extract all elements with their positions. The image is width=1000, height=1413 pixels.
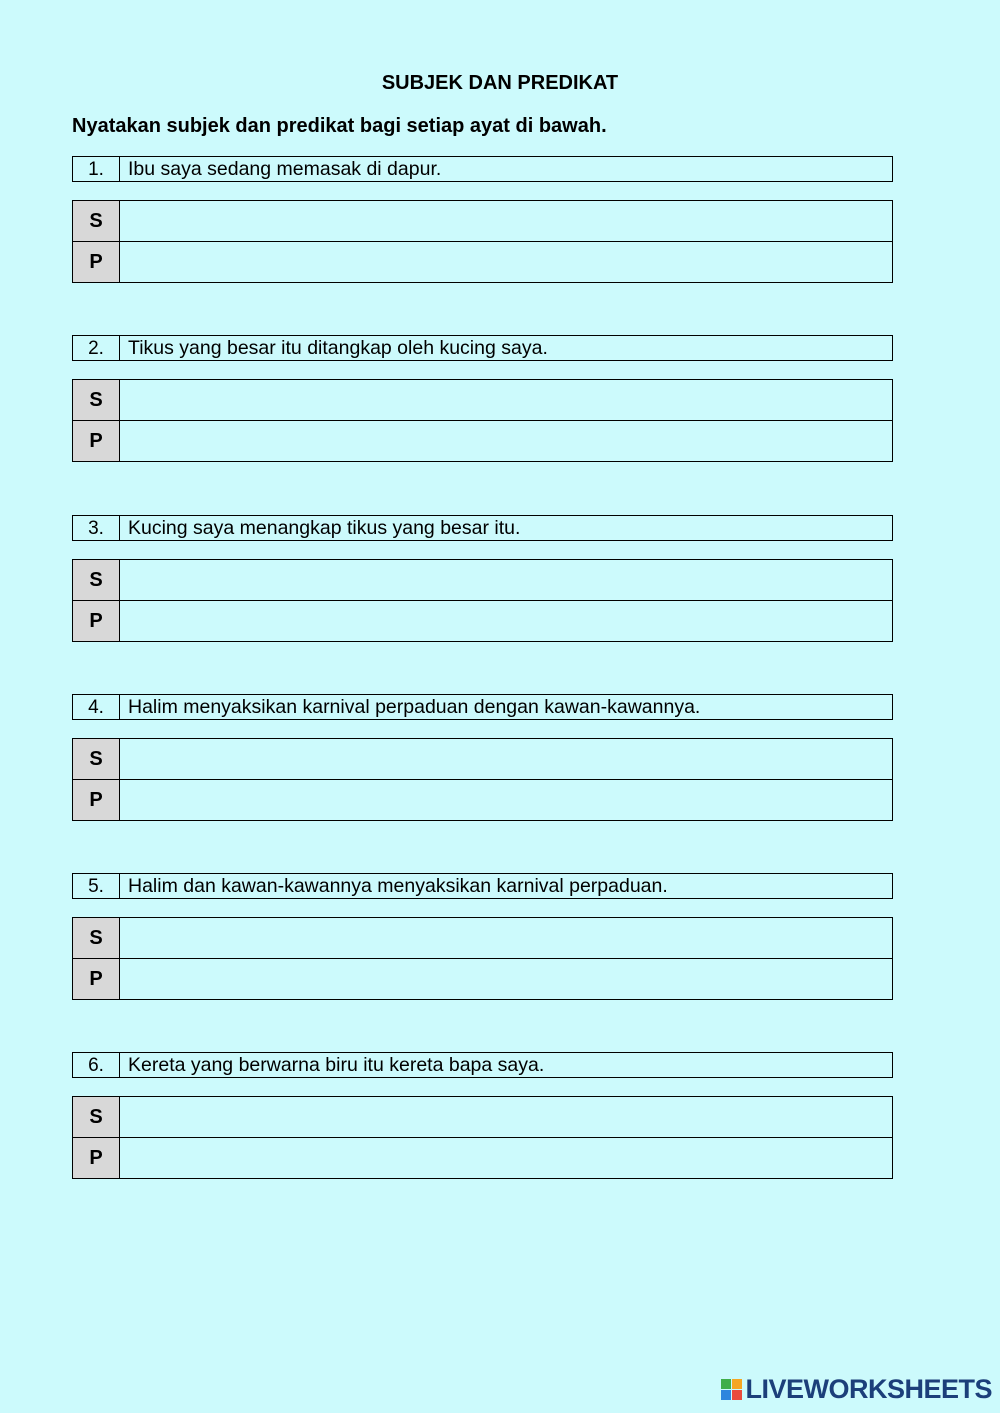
- subject-row: [73, 560, 892, 600]
- predicate-label: P: [73, 601, 120, 641]
- question-number: 1.: [73, 157, 120, 181]
- predicate-label: P: [73, 1138, 120, 1178]
- subject-input-3[interactable]: [120, 560, 892, 600]
- liveworksheets-logo: [721, 1374, 992, 1405]
- subject-label: S: [73, 1097, 120, 1137]
- question-number: 3.: [73, 516, 120, 540]
- question-row: [72, 515, 893, 541]
- page-title: SUBJEK DAN PREDIKAT: [381, 72, 619, 94]
- question-sentence: Kereta yang berwarna biru itu kereta bapa saya.: [128, 1054, 545, 1076]
- predicate-input-2[interactable]: [120, 421, 892, 461]
- subject-label: S: [73, 201, 120, 241]
- answer-table: [72, 917, 893, 1000]
- subject-row: [73, 739, 892, 779]
- subject-label: S: [73, 918, 120, 958]
- subject-label: S: [73, 380, 120, 420]
- predicate-input-6[interactable]: [120, 1138, 892, 1178]
- question-sentence: Halim dan kawan-kawannya menyaksikan karnival perpaduan.: [128, 875, 668, 897]
- subject-label: S: [73, 739, 120, 779]
- subject-input-4[interactable]: [120, 739, 892, 779]
- question-block-5: [72, 873, 893, 1000]
- subject-row: [73, 201, 892, 241]
- predicate-row: [73, 241, 892, 282]
- predicate-label: P: [73, 959, 120, 999]
- subject-input-2[interactable]: [120, 380, 892, 420]
- predicate-row: [73, 1137, 892, 1178]
- logo-text: LIVEWORKSHEETS: [745, 1374, 992, 1404]
- question-row: [72, 1052, 893, 1078]
- instruction-text: Nyatakan subjek dan predikat bagi setiap ayat di bawah.: [72, 115, 607, 137]
- question-block-3: [72, 515, 893, 642]
- answer-table: [72, 200, 893, 283]
- predicate-input-1[interactable]: [120, 242, 892, 282]
- question-block-4: [72, 694, 893, 821]
- question-row: [72, 335, 893, 361]
- question-sentence: Halim menyaksikan karnival perpaduan dengan kawan-kawannya.: [128, 696, 701, 718]
- question-number: 5.: [73, 874, 120, 898]
- answer-table: [72, 379, 893, 462]
- question-sentence: Tikus yang besar itu ditangkap oleh kucing saya.: [128, 337, 548, 359]
- question-number: 4.: [73, 695, 120, 719]
- question-row: [72, 873, 893, 899]
- subject-row: [73, 918, 892, 958]
- question-sentence: Ibu saya sedang memasak di dapur.: [128, 158, 442, 180]
- subject-row: [73, 380, 892, 420]
- logo-square-icon: [732, 1390, 742, 1400]
- predicate-label: P: [73, 421, 120, 461]
- question-number: 6.: [73, 1053, 120, 1077]
- liveworksheets-logo-icon: [721, 1379, 742, 1400]
- answer-table: [72, 1096, 893, 1179]
- logo-square-icon: [732, 1379, 742, 1389]
- question-block-1: [72, 156, 893, 283]
- predicate-input-5[interactable]: [120, 959, 892, 999]
- predicate-row: [73, 600, 892, 641]
- predicate-input-3[interactable]: [120, 601, 892, 641]
- subject-label: S: [73, 560, 120, 600]
- question-row: [72, 694, 893, 720]
- predicate-label: P: [73, 242, 120, 282]
- answer-table: [72, 559, 893, 642]
- subject-row: [73, 1097, 892, 1137]
- logo-square-icon: [721, 1390, 731, 1400]
- predicate-label: P: [73, 780, 120, 820]
- question-sentence: Kucing saya menangkap tikus yang besar itu.: [128, 517, 521, 539]
- question-block-2: [72, 335, 893, 462]
- subject-input-6[interactable]: [120, 1097, 892, 1137]
- predicate-row: [73, 958, 892, 999]
- question-number: 2.: [73, 336, 120, 360]
- subject-input-1[interactable]: [120, 201, 892, 241]
- subject-input-5[interactable]: [120, 918, 892, 958]
- question-row: [72, 156, 893, 182]
- question-block-6: [72, 1052, 893, 1179]
- answer-table: [72, 738, 893, 821]
- predicate-input-4[interactable]: [120, 780, 892, 820]
- predicate-row: [73, 420, 892, 461]
- predicate-row: [73, 779, 892, 820]
- logo-square-icon: [721, 1379, 731, 1389]
